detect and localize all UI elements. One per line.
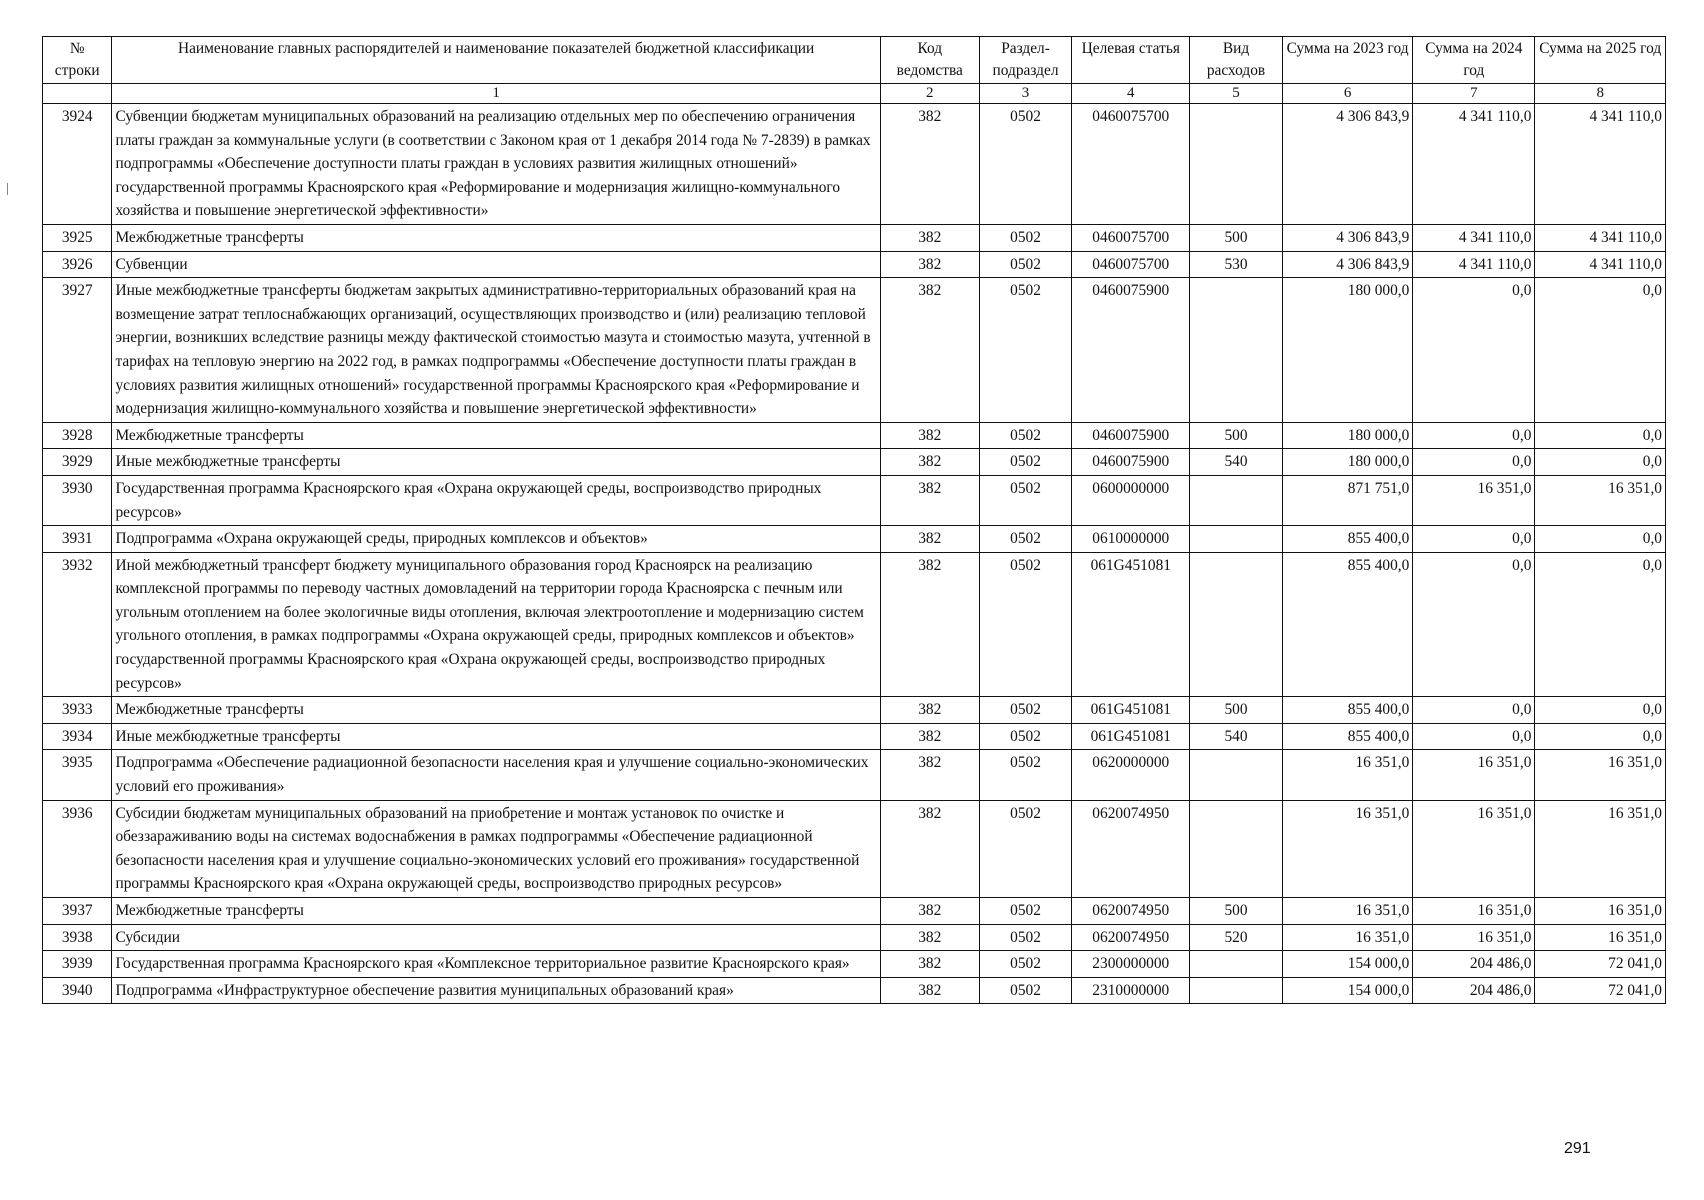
dept-code: 382	[880, 977, 979, 1004]
sum-2023: 180 000,0	[1282, 278, 1413, 423]
expense-kind	[1190, 800, 1283, 897]
row-name: Иные межбюджетные трансферты бюджетам закрытых административно-территориальных образований края на возмещение затрат теплоснабжающих организаций, осуществляющих производство и (или) реализацию тепловой энергии, возникших вследствие разницы между фактической стоимостью мазута и стоимостью мазута, учтенной в тарифах на тепловую энергию на 2022 год, в рамках подпрограммы «Обеспечение доступности платы граждан в условиях развития жилищных отношений» государственной программы Красноярского края «Реформирование и модернизация жилищно-коммунального хозяйства и повышение энергетической эффективности»	[112, 278, 880, 423]
target-code: 0620074950	[1072, 898, 1190, 925]
dept-code: 382	[880, 697, 979, 724]
sum-2025: 4 341 110,0	[1535, 251, 1666, 278]
row-name: Субсидии бюджетам муниципальных образований на приобретение и монтаж установок по очистке и обеззараживанию воды на системах водоснабжения в рамках подпрограммы «Обеспечение радиационной безопасности населения края и улучшение социально-экономических условий его проживания» государственной программы Красноярского края «Охрана окружающей среды, воспроизводство природных ресурсов»	[112, 800, 880, 897]
sum-2023: 180 000,0	[1282, 449, 1413, 476]
target-code: 0460075900	[1072, 449, 1190, 476]
sum-2023: 16 351,0	[1282, 800, 1413, 897]
expense-kind	[1190, 475, 1283, 525]
dept-code: 382	[880, 475, 979, 525]
column-number	[43, 84, 112, 104]
sum-2023: 16 351,0	[1282, 924, 1413, 951]
table-row	[43, 924, 1666, 951]
dept-code: 382	[880, 800, 979, 897]
sum-2025: 0,0	[1535, 526, 1666, 553]
sum-2023: 4 306 843,9	[1282, 224, 1413, 251]
expense-kind: 500	[1190, 224, 1283, 251]
table-row	[43, 251, 1666, 278]
row-number: 3933	[43, 697, 112, 724]
sum-2025: 0,0	[1535, 449, 1666, 476]
section-code: 0502	[979, 697, 1072, 724]
sum-2025: 72 041,0	[1535, 951, 1666, 978]
row-name: Государственная программа Красноярского края «Комплексное территориальное развитие Красноярского края»	[112, 951, 880, 978]
dept-code: 382	[880, 449, 979, 476]
header-target: Целевая статья	[1072, 37, 1190, 84]
column-number: 6	[1282, 84, 1413, 104]
column-number: 3	[979, 84, 1072, 104]
sum-2023: 4 306 843,9	[1282, 251, 1413, 278]
row-number: 3926	[43, 251, 112, 278]
sum-2025: 16 351,0	[1535, 475, 1666, 525]
dept-code: 382	[880, 278, 979, 423]
section-code: 0502	[979, 951, 1072, 978]
dept-code: 382	[880, 951, 979, 978]
expense-kind: 520	[1190, 924, 1283, 951]
section-code: 0502	[979, 449, 1072, 476]
sum-2023: 871 751,0	[1282, 475, 1413, 525]
sum-2024: 4 341 110,0	[1413, 251, 1535, 278]
table-row	[43, 552, 1666, 697]
column-number: 2	[880, 84, 979, 104]
target-code: 0460075700	[1072, 104, 1190, 225]
row-number: 3940	[43, 977, 112, 1004]
sum-2023: 16 351,0	[1282, 898, 1413, 925]
expense-kind: 500	[1190, 898, 1283, 925]
sum-2023: 4 306 843,9	[1282, 104, 1413, 225]
dept-code: 382	[880, 251, 979, 278]
sum-2024: 204 486,0	[1413, 977, 1535, 1004]
header-sum-2023: Сумма на 2023 год	[1282, 37, 1413, 84]
target-code: 0600000000	[1072, 475, 1190, 525]
expense-kind	[1190, 552, 1283, 697]
row-number: 3927	[43, 278, 112, 423]
section-code: 0502	[979, 552, 1072, 697]
dept-code: 382	[880, 224, 979, 251]
row-name: Субсидии	[112, 924, 880, 951]
table-row	[43, 526, 1666, 553]
expense-kind	[1190, 951, 1283, 978]
table-row	[43, 697, 1666, 724]
row-name: Иной межбюджетный трансферт бюджету муниципального образования город Красноярск на реализацию комплексной программы по переводу частных домовладений на территории города Красноярска с печным или угольным отоплением на более экологичные виды отопления, включая электроотопление и модернизацию систем угольного отопления, в рамках подпрограммы «Охрана окружающей среды, природных комплексов и объектов» государственной программы Красноярского края «Охрана окружающей среды, воспроизводство природных ресурсов»	[112, 552, 880, 697]
sum-2025: 0,0	[1535, 723, 1666, 750]
sum-2024: 0,0	[1413, 723, 1535, 750]
dept-code: 382	[880, 898, 979, 925]
sum-2024: 4 341 110,0	[1413, 104, 1535, 225]
target-code: 0620000000	[1072, 750, 1190, 800]
table-row	[43, 449, 1666, 476]
sum-2024: 16 351,0	[1413, 800, 1535, 897]
row-number: 3938	[43, 924, 112, 951]
section-code: 0502	[979, 224, 1072, 251]
sum-2024: 16 351,0	[1413, 924, 1535, 951]
expense-kind: 530	[1190, 251, 1283, 278]
header-sum-2025: Сумма на 2025 год	[1535, 37, 1666, 84]
row-number: 3932	[43, 552, 112, 697]
row-name: Подпрограмма «Охрана окружающей среды, природных комплексов и объектов»	[112, 526, 880, 553]
row-name: Подпрограмма «Обеспечение радиационной безопасности населения края и улучшение социально-экономических условий его проживания»	[112, 750, 880, 800]
dept-code: 382	[880, 526, 979, 553]
sum-2023: 154 000,0	[1282, 951, 1413, 978]
row-number: 3936	[43, 800, 112, 897]
header-section: Раздел-подраздел	[979, 37, 1072, 84]
row-name: Субвенции	[112, 251, 880, 278]
section-code: 0502	[979, 723, 1072, 750]
sum-2025: 72 041,0	[1535, 977, 1666, 1004]
table-row	[43, 898, 1666, 925]
expense-kind: 540	[1190, 449, 1283, 476]
dept-code: 382	[880, 552, 979, 697]
page-number: 291	[1564, 1140, 1591, 1157]
target-code: 0460075900	[1072, 278, 1190, 423]
sum-2024: 16 351,0	[1413, 750, 1535, 800]
row-name: Иные межбюджетные трансферты	[112, 449, 880, 476]
sum-2025: 0,0	[1535, 697, 1666, 724]
table-row	[43, 723, 1666, 750]
sum-2025: 16 351,0	[1535, 750, 1666, 800]
sum-2023: 855 400,0	[1282, 723, 1413, 750]
margin-mark	[7, 183, 8, 195]
table-row	[43, 278, 1666, 423]
sum-2023: 855 400,0	[1282, 552, 1413, 697]
header-row-no: № строки	[43, 37, 112, 84]
target-code: 0460075700	[1072, 224, 1190, 251]
column-number: 5	[1190, 84, 1283, 104]
section-code: 0502	[979, 800, 1072, 897]
dept-code: 382	[880, 924, 979, 951]
row-name: Межбюджетные трансферты	[112, 898, 880, 925]
sum-2025: 0,0	[1535, 278, 1666, 423]
target-code: 0620074950	[1072, 800, 1190, 897]
row-name: Государственная программа Красноярского края «Охрана окружающей среды, воспроизводство природных ресурсов»	[112, 475, 880, 525]
expense-kind	[1190, 278, 1283, 423]
row-number: 3935	[43, 750, 112, 800]
sum-2024: 0,0	[1413, 278, 1535, 423]
target-code: 061G451081	[1072, 552, 1190, 697]
table-row	[43, 475, 1666, 525]
sum-2025: 16 351,0	[1535, 800, 1666, 897]
row-name: Иные межбюджетные трансферты	[112, 723, 880, 750]
header-dept: Код ведомства	[880, 37, 979, 84]
table-row	[43, 104, 1666, 225]
header-row	[43, 37, 1666, 84]
target-code: 2300000000	[1072, 951, 1190, 978]
target-code: 061G451081	[1072, 697, 1190, 724]
header-name: Наименование главных распорядителей и наименование показателей бюджетной классификации	[112, 37, 880, 84]
sum-2024: 0,0	[1413, 552, 1535, 697]
sum-2024: 0,0	[1413, 526, 1535, 553]
row-number: 3925	[43, 224, 112, 251]
budget-sheet	[42, 36, 1666, 1004]
section-code: 0502	[979, 977, 1072, 1004]
section-code: 0502	[979, 278, 1072, 423]
section-code: 0502	[979, 750, 1072, 800]
section-code: 0502	[979, 422, 1072, 449]
section-code: 0502	[979, 898, 1072, 925]
row-number: 3929	[43, 449, 112, 476]
sum-2024: 0,0	[1413, 422, 1535, 449]
section-code: 0502	[979, 251, 1072, 278]
row-number: 3931	[43, 526, 112, 553]
target-code: 0620074950	[1072, 924, 1190, 951]
header-sum-2024: Сумма на 2024 год	[1413, 37, 1535, 84]
sum-2023: 154 000,0	[1282, 977, 1413, 1004]
column-number: 4	[1072, 84, 1190, 104]
sum-2023: 180 000,0	[1282, 422, 1413, 449]
row-name: Межбюджетные трансферты	[112, 697, 880, 724]
dept-code: 382	[880, 104, 979, 225]
section-code: 0502	[979, 924, 1072, 951]
column-number: 7	[1413, 84, 1535, 104]
header-kind: Вид расходов	[1190, 37, 1283, 84]
table-row	[43, 951, 1666, 978]
column-number: 8	[1535, 84, 1666, 104]
row-name: Межбюджетные трансферты	[112, 224, 880, 251]
sum-2024: 16 351,0	[1413, 475, 1535, 525]
sum-2025: 0,0	[1535, 422, 1666, 449]
sum-2025: 0,0	[1535, 552, 1666, 697]
target-code: 061G451081	[1072, 723, 1190, 750]
sum-2024: 0,0	[1413, 449, 1535, 476]
row-number: 3934	[43, 723, 112, 750]
expense-kind	[1190, 526, 1283, 553]
section-code: 0502	[979, 475, 1072, 525]
expense-kind	[1190, 750, 1283, 800]
section-code: 0502	[979, 104, 1072, 225]
table-row	[43, 977, 1666, 1004]
table-row	[43, 224, 1666, 251]
table-row	[43, 800, 1666, 897]
section-code: 0502	[979, 526, 1072, 553]
column-number: 1	[112, 84, 880, 104]
table-row	[43, 750, 1666, 800]
expense-kind: 540	[1190, 723, 1283, 750]
row-name: Подпрограмма «Инфраструктурное обеспечение развития муниципальных образований края»	[112, 977, 880, 1004]
expense-kind: 500	[1190, 422, 1283, 449]
sum-2023: 16 351,0	[1282, 750, 1413, 800]
target-code: 0610000000	[1072, 526, 1190, 553]
dept-code: 382	[880, 750, 979, 800]
row-number: 3928	[43, 422, 112, 449]
row-number: 3939	[43, 951, 112, 978]
row-name: Субвенции бюджетам муниципальных образований на реализацию отдельных мер по обеспечению ограничения платы граждан за коммунальные услуги (в соответствии с Законом края от 1 декабря 2014 года № 7-2839) в рамках подпрограммы «Обеспечение доступности платы граждан в условиях развития жилищных отношений» государственной программы Красноярского края «Реформирование и модернизация жилищно-коммунального хозяйства и повышение энергетической эффективности»	[112, 104, 880, 225]
sum-2024: 204 486,0	[1413, 951, 1535, 978]
sum-2025: 4 341 110,0	[1535, 224, 1666, 251]
sum-2023: 855 400,0	[1282, 697, 1413, 724]
table-row	[43, 422, 1666, 449]
sum-2024: 4 341 110,0	[1413, 224, 1535, 251]
sum-2024: 0,0	[1413, 697, 1535, 724]
expense-kind: 500	[1190, 697, 1283, 724]
dept-code: 382	[880, 422, 979, 449]
target-code: 0460075900	[1072, 422, 1190, 449]
row-number: 3924	[43, 104, 112, 225]
sum-2023: 855 400,0	[1282, 526, 1413, 553]
expense-kind	[1190, 977, 1283, 1004]
row-name: Межбюджетные трансферты	[112, 422, 880, 449]
dept-code: 382	[880, 723, 979, 750]
sum-2025: 16 351,0	[1535, 898, 1666, 925]
budget-table	[42, 36, 1666, 1004]
row-number: 3937	[43, 898, 112, 925]
sum-2025: 4 341 110,0	[1535, 104, 1666, 225]
sum-2025: 16 351,0	[1535, 924, 1666, 951]
target-code: 2310000000	[1072, 977, 1190, 1004]
row-number: 3930	[43, 475, 112, 525]
column-number-row	[43, 84, 1666, 104]
target-code: 0460075700	[1072, 251, 1190, 278]
expense-kind	[1190, 104, 1283, 225]
sum-2024: 16 351,0	[1413, 898, 1535, 925]
